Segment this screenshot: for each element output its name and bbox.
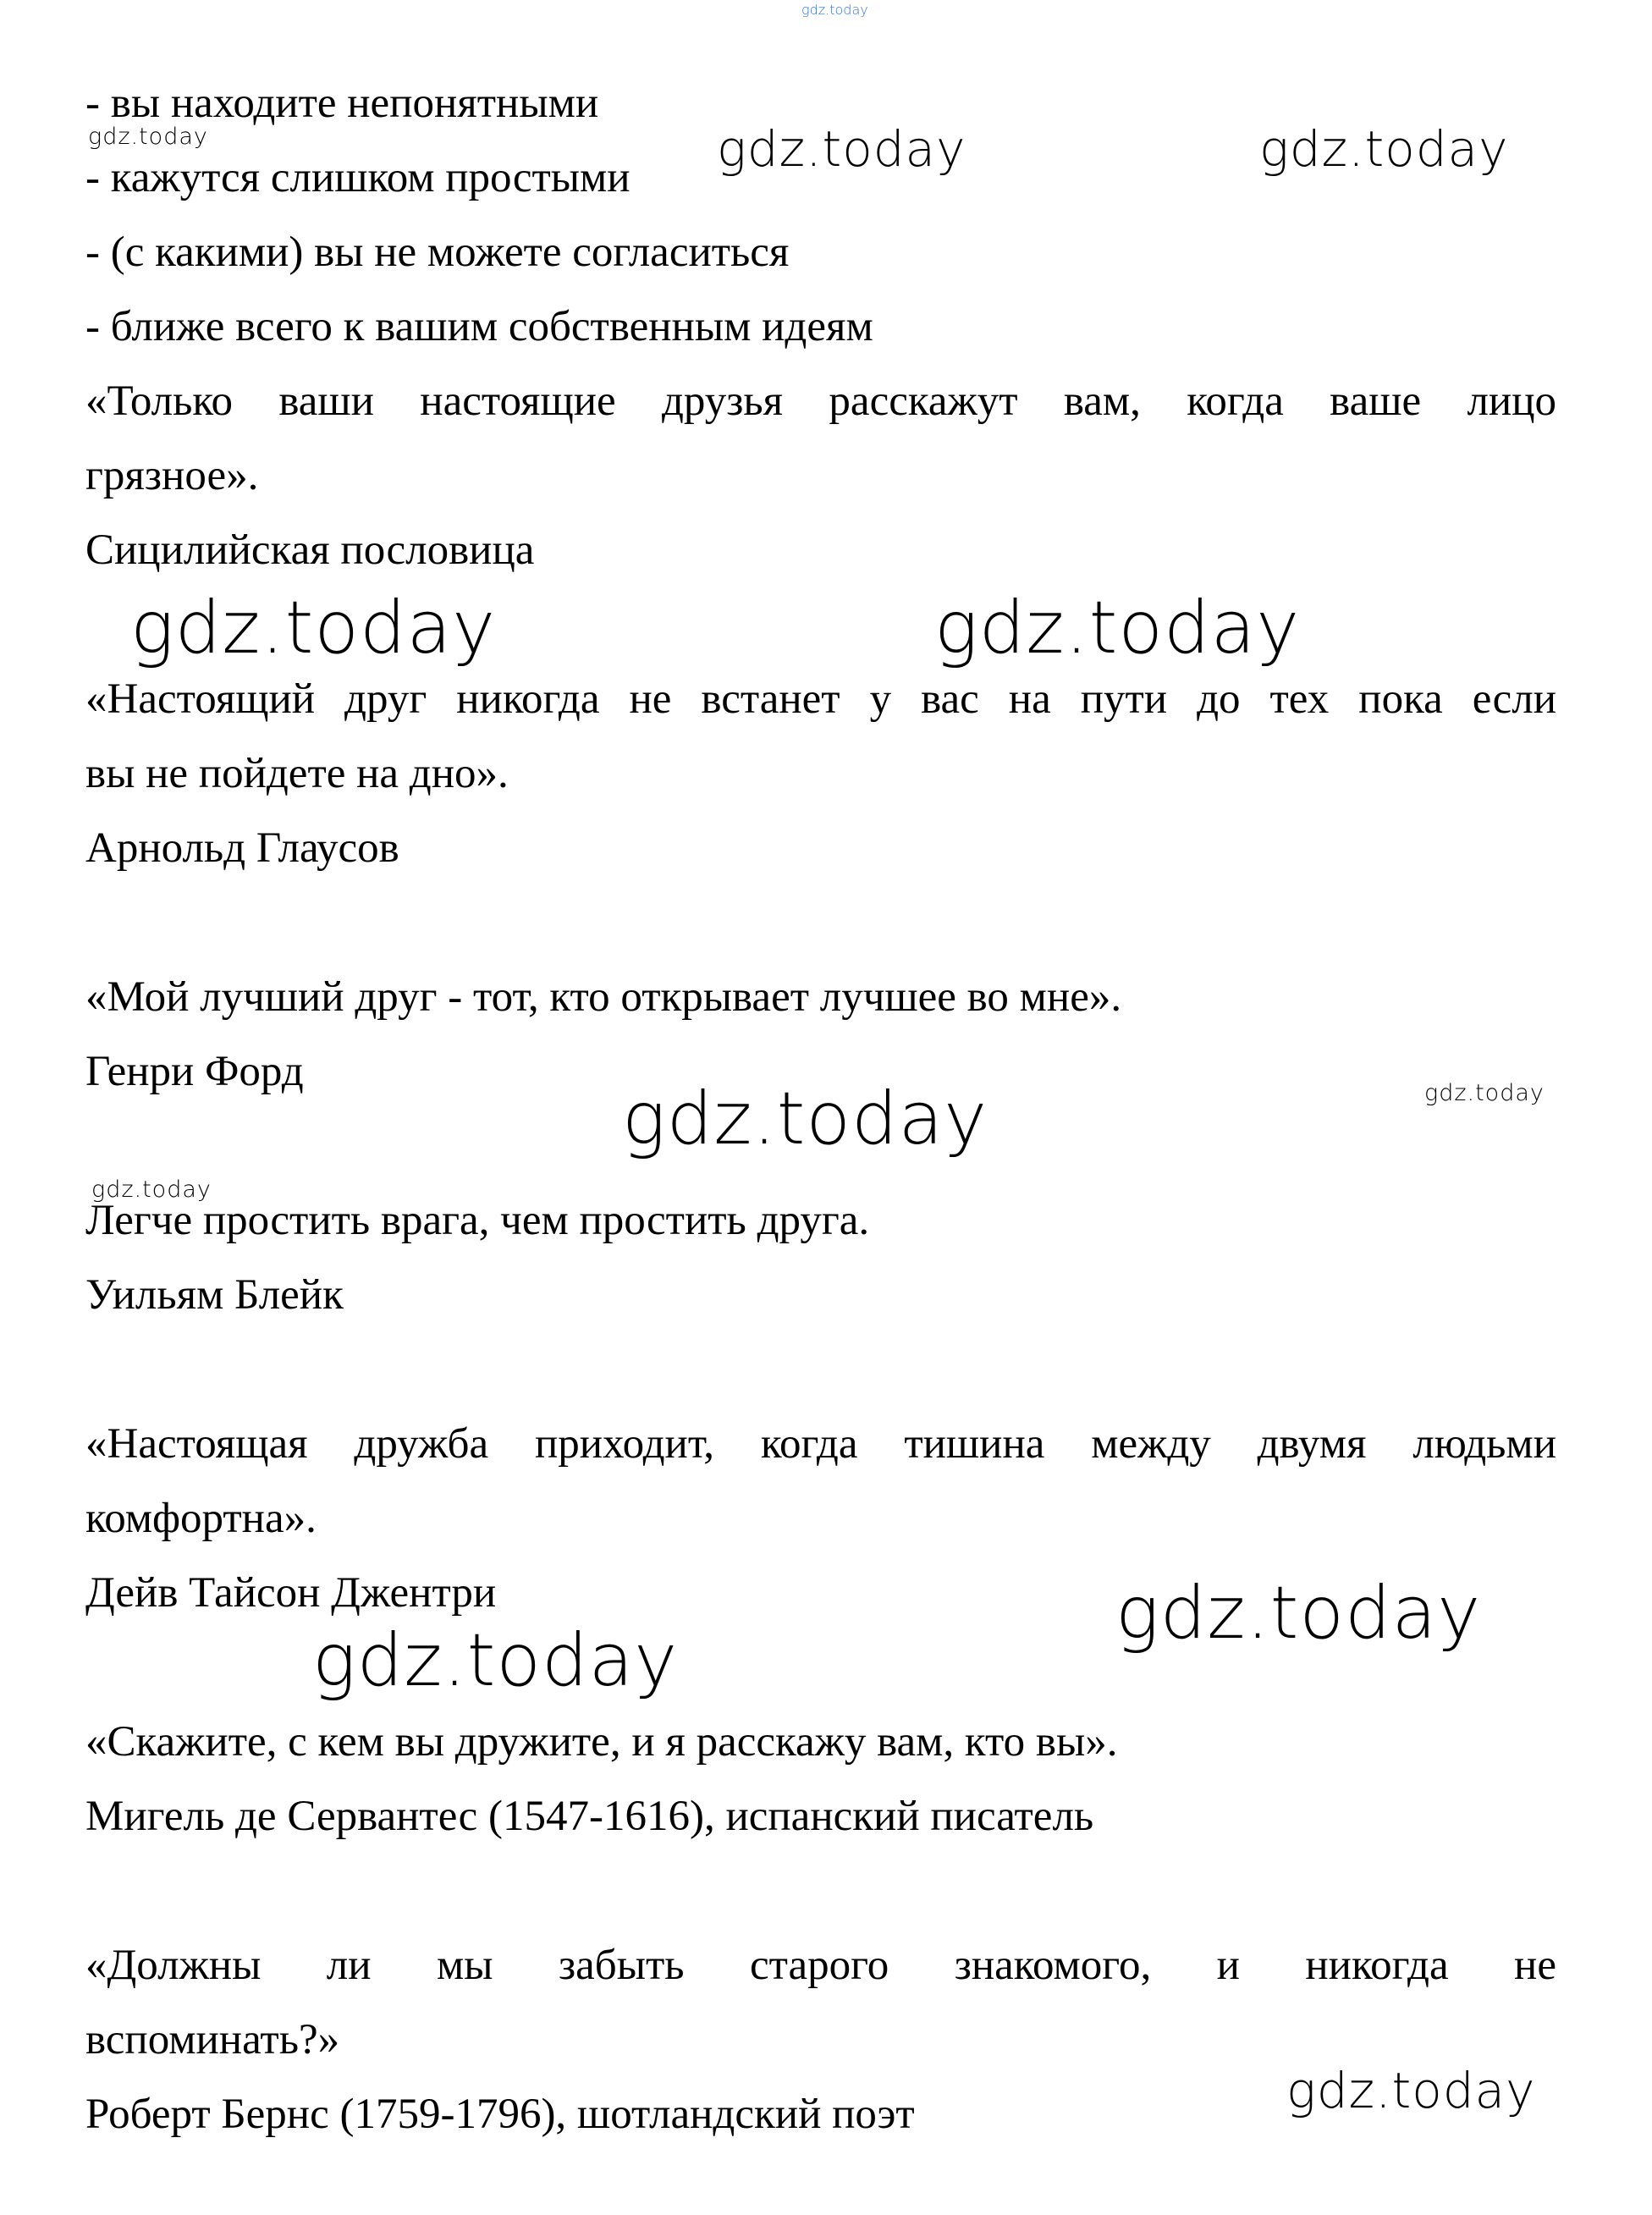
list-item-disagree: - (с какими) вы не можете согласиться (85, 229, 790, 276)
quote-author-sicilian: Сицилийская пословица (85, 526, 535, 574)
quote-burns-line1: «Должны ли мы забыть старого знакомого, и никогда не (85, 1942, 1556, 1989)
list-item-unclear: - вы находите непонятными (85, 80, 599, 127)
quote-sicilian-line2: грязное». (85, 452, 259, 499)
watermark: gdz.today (717, 120, 966, 178)
quote-author-cervantes: Мигель де Сервантес (1547-1616), испанский писатель (85, 1793, 1094, 1840)
watermark: gdz.today (91, 1176, 212, 1203)
watermark: gdz.today (88, 124, 208, 150)
quote-gentry-line1: «Настоящая дружба приходит, когда тишина между двумя людьми (85, 1420, 1556, 1468)
quote-gentry-line2: комфортна». (85, 1495, 317, 1542)
watermark: gdz.today (1424, 1080, 1545, 1106)
quote-sicilian-line1: «Только ваши настоящие друзья расскажут вам, когда ваше лицо (85, 377, 1556, 425)
quote-author-gentry: Дейв Тайсон Джентри (85, 1569, 497, 1617)
quote-author-ford: Генри Форд (85, 1048, 304, 1095)
quote-blake: Легче простить врага, чем простить друга. (85, 1197, 870, 1244)
quote-glausov-line1: «Настоящий друг никогда не встанет у вас на пути до тех пока если (85, 675, 1556, 723)
watermark: gdz.today (1115, 1571, 1482, 1656)
quote-burns-line2: вспоминать?» (85, 2016, 340, 2063)
quote-ford: «Мой лучший друг - тот, кто открывает лучшее во мне». (85, 973, 1122, 1021)
watermark: gdz.today (312, 1618, 679, 1703)
quote-author-blake: Уильям Блейк (85, 1271, 344, 1319)
quote-cervantes: «Скажите, с кем вы дружите, и я расскажу вам, кто вы». (85, 1718, 1118, 1766)
watermark-top: gdz.today (801, 2, 868, 18)
quote-author-glausov: Арнольд Глаусов (85, 824, 399, 872)
watermark: gdz.today (622, 1077, 988, 1161)
quote-glausov-line2: вы не пойдете на дно». (85, 750, 509, 797)
watermark: gdz.today (1286, 2062, 1536, 2119)
watermark: gdz.today (130, 586, 497, 670)
watermark: gdz.today (934, 586, 1301, 670)
watermark: gdz.today (1259, 120, 1509, 178)
quote-author-burns: Роберт Бернс (1759-1796), шотландский поэт (85, 2091, 915, 2138)
list-item-closest-ideas: - ближе всего к вашим собственным идеям (85, 303, 873, 350)
list-item-too-simple: - кажутся слишком простыми (85, 154, 631, 201)
